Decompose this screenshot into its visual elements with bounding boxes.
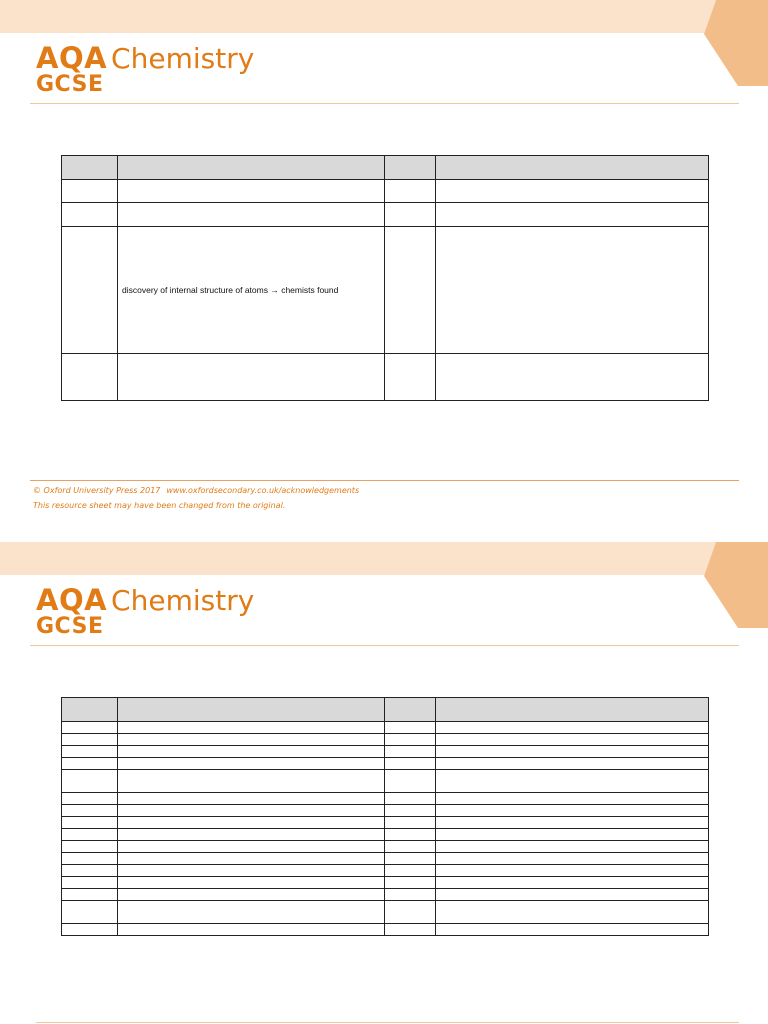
table-cell xyxy=(436,889,709,901)
header-divider xyxy=(30,103,739,104)
logo-aqa: AQA xyxy=(36,583,108,617)
table-cell xyxy=(436,853,709,865)
worksheet-table xyxy=(61,697,709,936)
table-cell xyxy=(62,746,118,758)
table-cell xyxy=(385,924,436,936)
table-cell xyxy=(62,722,118,734)
table-cell xyxy=(385,227,436,354)
table-cell xyxy=(118,758,385,770)
logo-level: GCSE xyxy=(36,614,104,639)
copyright-text: © Oxford University Press 2017 xyxy=(33,486,161,495)
table-cell xyxy=(436,793,709,805)
logo-subject: Chemistry xyxy=(111,584,255,617)
table-cell xyxy=(62,805,118,817)
table-row xyxy=(62,770,709,793)
table-cell xyxy=(62,770,118,793)
table-cell xyxy=(118,746,385,758)
table-cell xyxy=(385,841,436,853)
aqa-chemistry-logo xyxy=(36,583,255,639)
table-cell xyxy=(385,889,436,901)
table-row xyxy=(62,817,709,829)
table-cell xyxy=(385,180,436,203)
footer-divider xyxy=(36,1022,739,1023)
table-cell xyxy=(118,901,385,924)
table-cell xyxy=(62,829,118,841)
table-cell xyxy=(436,203,709,227)
table-cell xyxy=(62,889,118,901)
table-header-row xyxy=(62,156,709,180)
table-row xyxy=(62,180,709,203)
table-cell xyxy=(118,734,385,746)
logo-aqa: AQA xyxy=(36,41,108,75)
table-cell xyxy=(385,901,436,924)
table-cell xyxy=(118,889,385,901)
aqa-chemistry-logo xyxy=(36,41,255,97)
table-cell xyxy=(436,770,709,793)
table-cell xyxy=(436,817,709,829)
table-cell xyxy=(62,841,118,853)
table-cell xyxy=(118,805,385,817)
table-cell xyxy=(385,829,436,841)
footer-note: This resource sheet may have been changed from the original. xyxy=(33,501,286,510)
table-row xyxy=(62,901,709,924)
header-divider xyxy=(30,645,739,646)
table-cell xyxy=(118,877,385,889)
table-cell xyxy=(436,841,709,853)
table-row xyxy=(62,722,709,734)
table-cell xyxy=(118,841,385,853)
header-cell xyxy=(62,698,118,722)
table-cell xyxy=(62,865,118,877)
table-cell xyxy=(118,770,385,793)
header-cell xyxy=(436,698,709,722)
table-row xyxy=(62,853,709,865)
corner-tab-decoration xyxy=(704,0,768,86)
table-cell xyxy=(385,877,436,889)
logo-level: GCSE xyxy=(36,72,104,97)
table-cell xyxy=(62,203,118,227)
table-cell xyxy=(118,793,385,805)
table-cell xyxy=(385,817,436,829)
table-row xyxy=(62,734,709,746)
header-cell xyxy=(118,156,385,180)
table-cell xyxy=(62,817,118,829)
table-cell xyxy=(436,734,709,746)
footer-copyright xyxy=(33,486,359,495)
table-cell xyxy=(385,746,436,758)
table-cell xyxy=(62,227,118,354)
table-cell xyxy=(62,758,118,770)
table-cell: discovery of internal structure of atoms → chemists found xyxy=(118,227,385,354)
table-cell xyxy=(436,227,709,354)
table-cell xyxy=(118,722,385,734)
table-row xyxy=(62,227,709,354)
table-cell xyxy=(118,354,385,401)
table-cell xyxy=(436,865,709,877)
table-cell xyxy=(436,354,709,401)
table-cell xyxy=(62,180,118,203)
header-cell xyxy=(118,698,385,722)
header-cell xyxy=(436,156,709,180)
table-cell xyxy=(436,722,709,734)
table-row xyxy=(62,829,709,841)
corner-tab-decoration xyxy=(704,542,768,628)
table-cell xyxy=(62,901,118,924)
table-cell xyxy=(118,853,385,865)
table-header-row xyxy=(62,698,709,722)
header-band xyxy=(0,0,768,33)
table-cell xyxy=(436,758,709,770)
table-row xyxy=(62,865,709,877)
table-row xyxy=(62,758,709,770)
table-cell xyxy=(385,758,436,770)
table-cell xyxy=(62,853,118,865)
table-cell xyxy=(436,924,709,936)
table-cell xyxy=(118,180,385,203)
table-cell xyxy=(436,901,709,924)
acknowledgements-link[interactable]: www.oxfordsecondary.co.uk/acknowledgements xyxy=(166,486,360,495)
logo-subject: Chemistry xyxy=(111,42,255,75)
table-cell xyxy=(118,203,385,227)
table-cell xyxy=(118,865,385,877)
table-row xyxy=(62,805,709,817)
header-cell xyxy=(385,156,436,180)
table-cell xyxy=(62,734,118,746)
resource-page-2 xyxy=(0,542,768,1024)
worksheet-table xyxy=(61,155,709,401)
table-cell xyxy=(118,829,385,841)
table-row xyxy=(62,841,709,853)
table-cell xyxy=(436,180,709,203)
table-cell xyxy=(436,877,709,889)
table-cell xyxy=(385,203,436,227)
table-row xyxy=(62,354,709,401)
header-band xyxy=(0,542,768,575)
table-row xyxy=(62,746,709,758)
table-row xyxy=(62,924,709,936)
header-cell xyxy=(62,156,118,180)
table-cell xyxy=(62,877,118,889)
table-cell xyxy=(62,354,118,401)
table-cell xyxy=(385,354,436,401)
table-cell xyxy=(385,770,436,793)
table-cell xyxy=(385,793,436,805)
table-cell xyxy=(62,924,118,936)
header-cell xyxy=(385,698,436,722)
table-row xyxy=(62,877,709,889)
table-cell xyxy=(385,722,436,734)
table-cell xyxy=(62,793,118,805)
table-cell xyxy=(118,924,385,936)
table-row xyxy=(62,889,709,901)
table-cell xyxy=(436,746,709,758)
table-cell xyxy=(118,817,385,829)
table-cell xyxy=(385,853,436,865)
table-cell xyxy=(385,865,436,877)
table-cell xyxy=(385,805,436,817)
table-row xyxy=(62,203,709,227)
footer-divider xyxy=(30,480,739,481)
table-cell xyxy=(385,734,436,746)
table-cell xyxy=(436,829,709,841)
table-cell xyxy=(436,805,709,817)
table-row xyxy=(62,793,709,805)
